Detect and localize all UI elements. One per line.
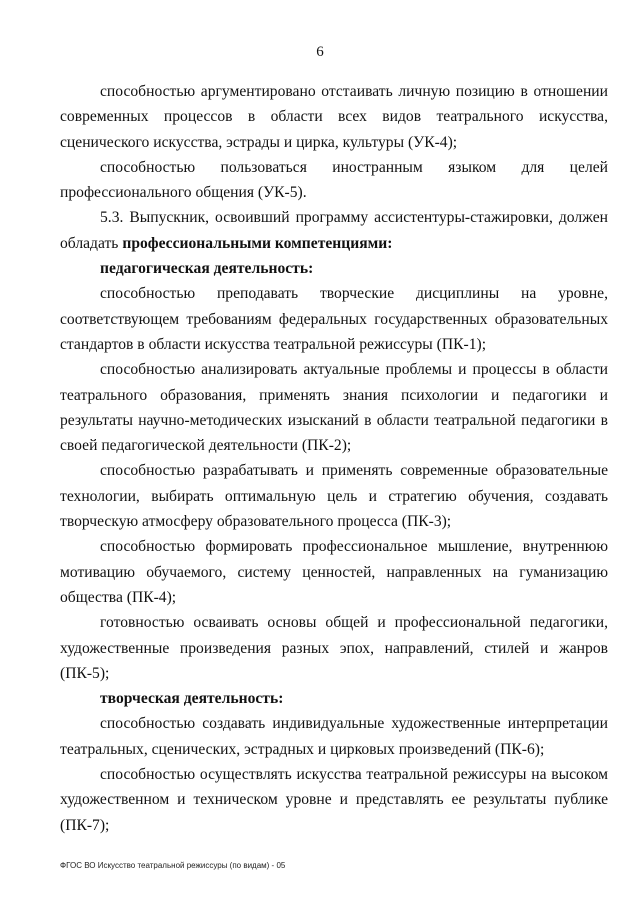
paragraph-pk5: готовностью осваивать основы общей и профессиональной педагогики, художественные произведения разных эпох, направлений, стилей и жанров (ПК-5);: [60, 614, 608, 682]
heading-pedagogical: педагогическая деятельность:: [100, 260, 314, 278]
heading-creative: творческая деятельность:: [100, 690, 284, 708]
paragraph-uk5: способностью пользоваться иностранным языком для целей профессионального общения (УК-5).: [60, 158, 608, 202]
paragraph-uk4: способностью аргументировано отстаивать личную позицию в отношении современных процессов в области всех видов театрального искусства, сценического искусства, эстрады и цирка, культуры (УК-4);: [60, 83, 608, 151]
document-body: [60, 79, 608, 838]
paragraph-pk1: способностью преподавать творческие дисциплины на уровне, соответствующем требованиям федеральных государственных образовательных стандартов в области искусства театральной режиссуры (ПК-1);: [60, 285, 608, 353]
paragraph-pk2: способностью анализировать актуальные проблемы и процессы в области театрального образования, применять знания психологии и педагогики и результаты научно-методических изысканий в области театральной педагогики в своей педагогической деятельности (ПК-2);: [60, 361, 608, 455]
paragraph-pk3: способностью разрабатывать и применять современные образовательные технологии, выбирать оптимальную цель и стратегию обучения, создавать творческую атмосферу образовательного процесса (ПК-3);: [60, 462, 608, 531]
section-5-3-intro: 5.3. Выпускник, освоивший программу ассистентуры-стажировки, должен обладать: [60, 209, 608, 252]
paragraph-5-3: [60, 205, 608, 256]
section-5-3-bold: профессиональными компетенциями:: [122, 234, 393, 252]
document-footer: ФГОС ВО Искусство театральной режиссуры (по видам) - 05: [60, 861, 286, 870]
paragraph-pk6: способностью создавать индивидуальные художественные интерпретации театральных, сценических, эстрадных и цирковых произведений (ПК-6);: [60, 715, 608, 758]
paragraph-pk4: способностью формировать профессиональное мышление, внутреннюю мотивацию обучаемого, систему ценностей, направленных на гуманизацию общества (ПК-4);: [60, 538, 608, 606]
paragraph-pk7: способностью осуществлять искусства театральной режиссуры на высоком художественном и техническом уровне и представлять ее результаты публике (ПК-7);: [60, 766, 608, 834]
page-number: 6: [316, 44, 324, 60]
